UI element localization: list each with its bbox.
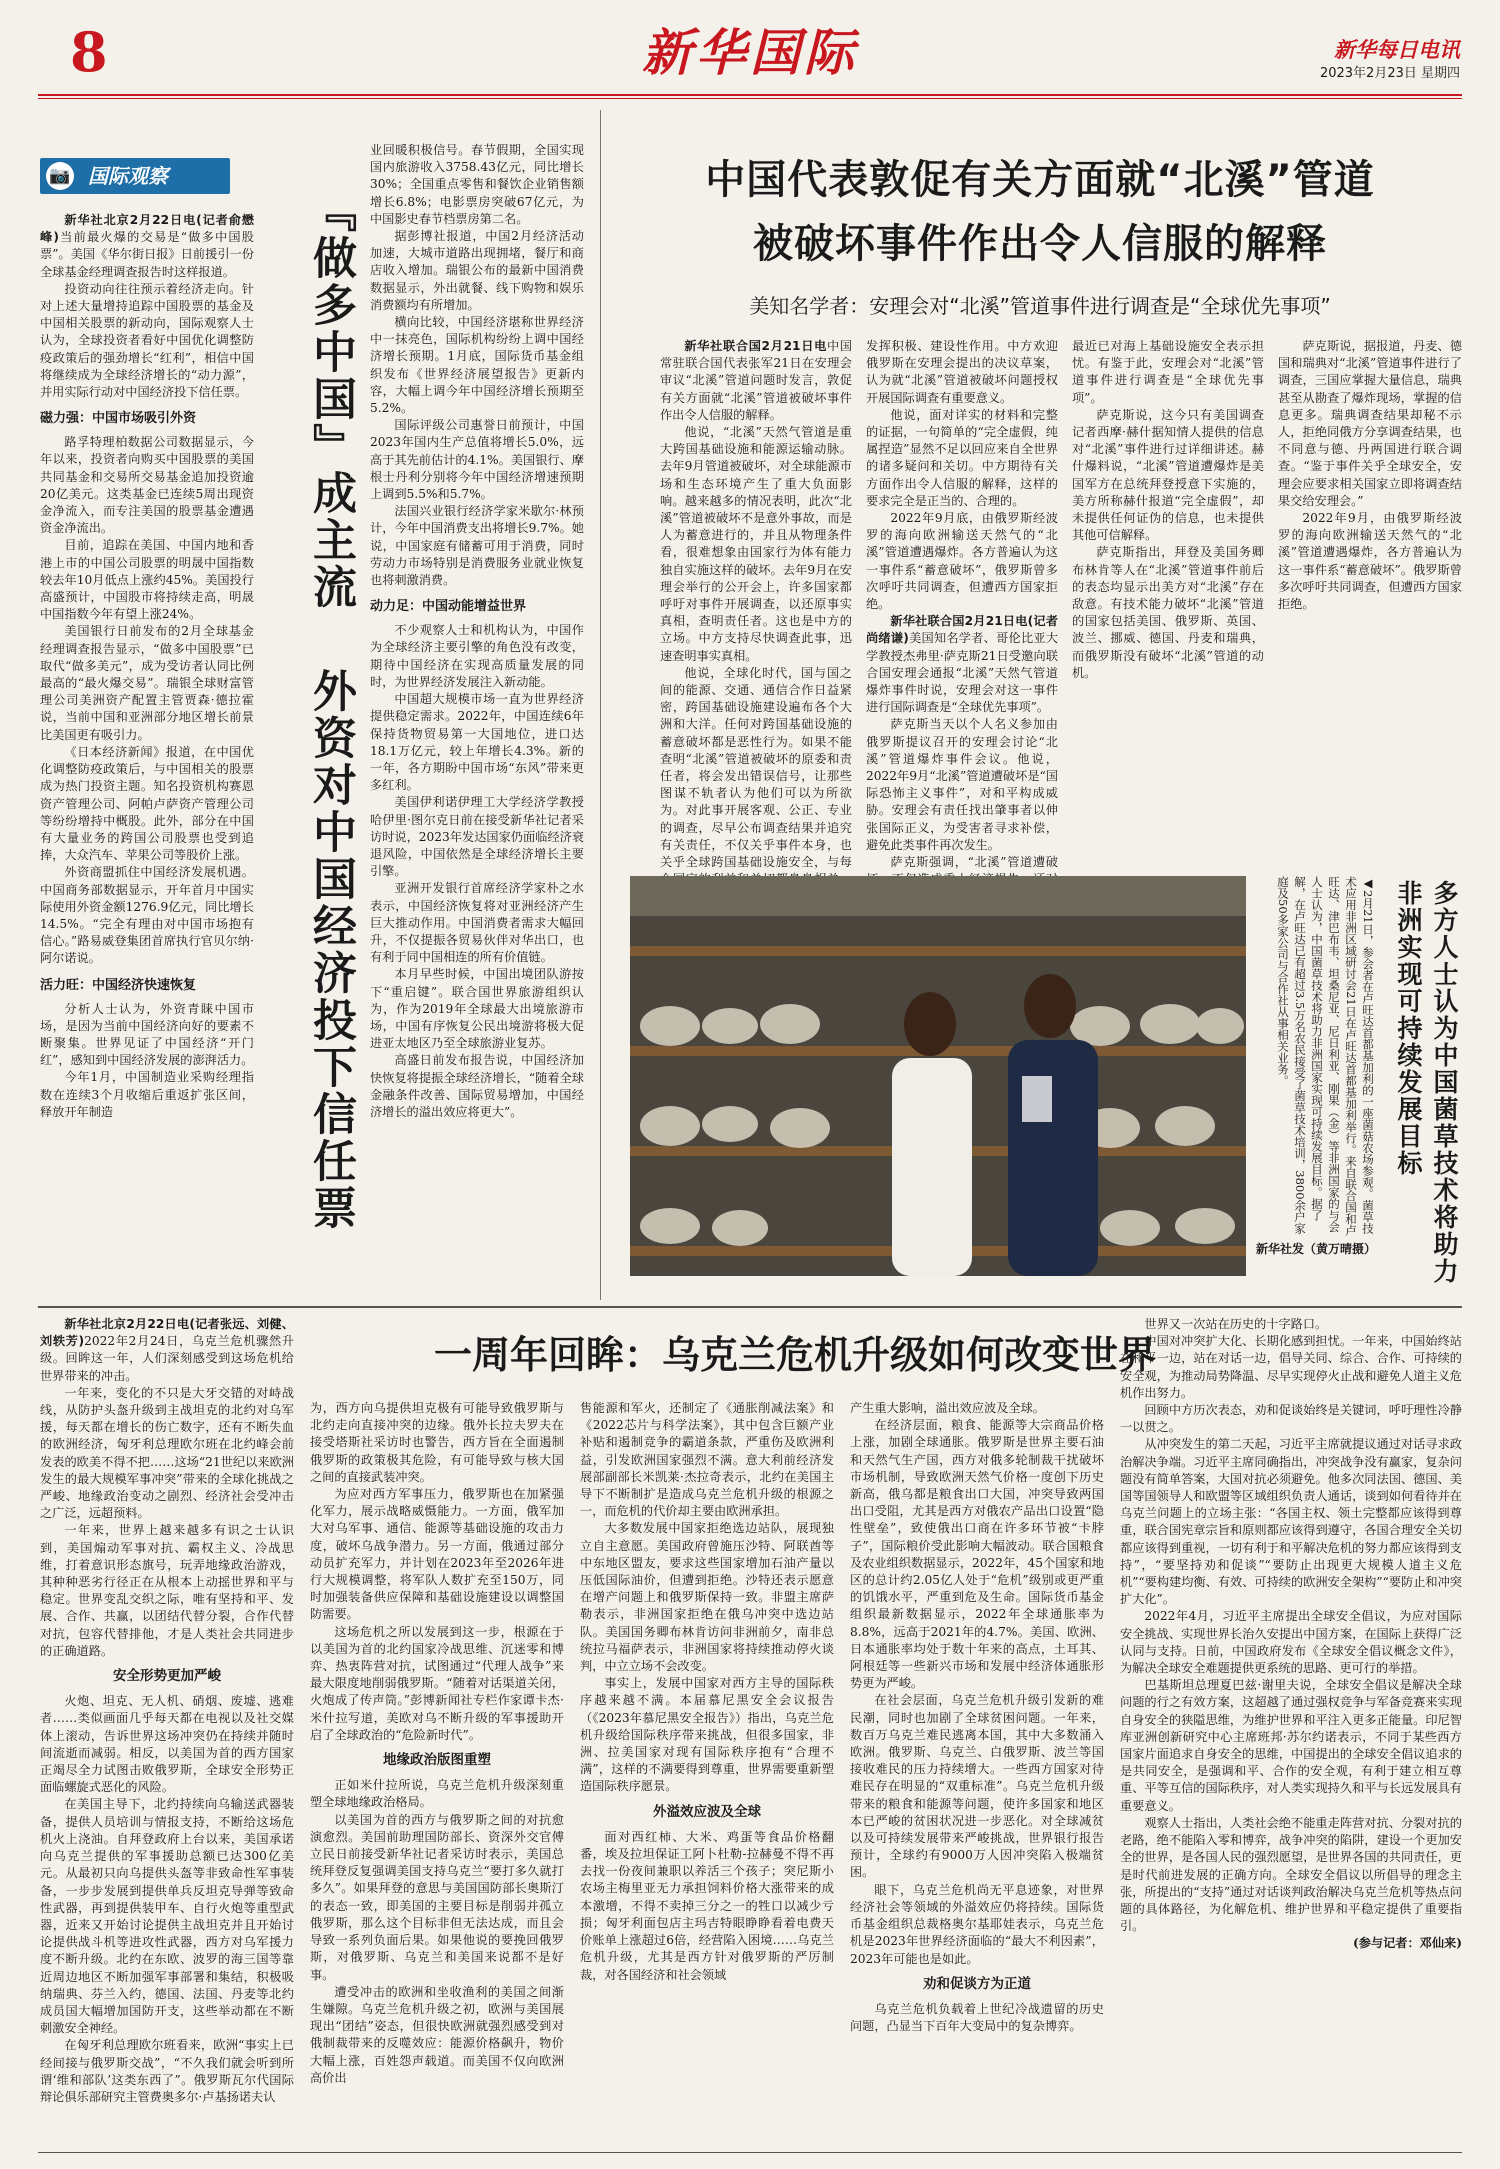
paragraph: 乌克兰危机负载着上世纪冷战遗留的历史问题，凸显当下百年大变局中的复杂博弈。 bbox=[850, 2001, 1104, 2034]
paragraph: 一年来，世界上越来越多有识之士认识到，美国煽动军事对抗、霸权主义、冷战思维，打着意识形态旗号，玩弄地缘政治游戏，其种种恶劣行径正在从根本上动摇世界和平与稳定。世界变乱交织之际，唯有坚持和平、发展、合作、共赢，以团结代替分裂，合作代替对抗，包容代替排他，才是人类社会共同进步的正确道路。 bbox=[40, 1523, 294, 1658]
subheading: 安全形势更加严峻 bbox=[113, 1668, 221, 1685]
byline: (记者张远、刘健、刘轶芳) bbox=[40, 1317, 294, 1349]
subheading: 磁力强：中国市场吸引外资 bbox=[40, 411, 197, 427]
paragraph: 《日本经济新闻》报道，在中国优化调整防疫政策后，与中国相关的股票成为热门投资主题。知名投资机构赛恩资产管理公司、阿帕卢萨资产管理公司等纷纷增持中概股。此外，部分在中国有大量业务的跨国公司股票也受到追捧，大众汽车、苹果公司等股价上涨。 bbox=[40, 744, 254, 863]
paragraph: 美国银行日前发布的2月全球基金经理调查报告显示，“做多中国股票”已取代“做多美元”，成为受访者认同比例最高的“最火爆交易”。瑞银全球财富管理公司美洲资产配置主管贾森·德拉霍说，当前中国和亚洲部分地区增长前景比美国更有吸引力。 bbox=[40, 624, 254, 742]
paragraph: 外资商盟抓住中国经济发展机遇。中国商务部数据显示，开年首月中国实际使用外资金额1276.9亿元，同比增长14.5%。“完全有理由对中国市场抱有信心。”路易威登集团首席执行官贝尔纳·阿尔诺说。 bbox=[40, 865, 254, 966]
paragraph: 分析人士认为，外资青睐中国市场，是因为当前中国经济向好的要素不断聚集。世界见证了中国经济“开门红”，感知到中国经济发展的澎湃活力。 bbox=[40, 1001, 254, 1068]
paragraph: 据彭博社报道，中国2月经济活动加速，大城市道路出现拥堵，餐厅和商店收入增加。瑞银公布的最新中国消费数据显示，外出就餐、线下购物和娱乐消费额均有所增加。 bbox=[370, 229, 584, 312]
paragraph: 本月早些时候，中国出境团队游按下“重启键”。联合国世界旅游组织认为，作为2019年全球最大出境旅游市场，中国有序恢复公民出境游将极大促进亚太地区乃至全球旅游业复苏。 bbox=[370, 967, 584, 1051]
paragraph: 业回暖积极信号。春节假期，全国实现国内旅游收入3758.43亿元，同比增长30%；全国重点零售和餐饮企业销售额增长6.8%；电影票房突破67亿元，为中国影史春节档票房第二名。 bbox=[370, 143, 584, 226]
paragraph: 这场危机之所以发展到这一步，根源在于以美国为首的北约国家冷战思维、沉迷零和博弈、热衷阵营对抗，试图通过“代理人战争”来最大限度地削弱俄罗斯。“随着对话渠道关闭，火炮成了传声筒。”彭博新闻社专栏作家谭卡杰·米什拉写道，美欧对乌不断升级的军事援助开启了全球政治的“危险新时代”。 bbox=[310, 1624, 564, 1742]
main-story-col-1 bbox=[660, 338, 852, 870]
bottom-col-3 bbox=[580, 1400, 834, 2146]
column-tag bbox=[40, 158, 230, 194]
bottom-headline: 一周年回眸：乌克兰危机升级如何改变世界 bbox=[433, 1333, 1156, 1377]
main-story-col-2 bbox=[866, 338, 1058, 870]
left-story-col-1 bbox=[40, 212, 254, 1300]
byline: (记者尚绪谦) bbox=[866, 614, 1058, 646]
main-headline-line2: 被破坏事件作出令人信服的解释 bbox=[753, 221, 1327, 267]
second-story-lead: 新华社联合国2月21日电(记者尚绪谦)美国知名学者、哥伦比亚大学教授杰弗里·萨克斯21日受邀向联合国安理会通报“北溪”天然气管道爆炸事件时说，安理会对这一事件进行国际调查是“全球优先事项”。 bbox=[866, 614, 1058, 715]
paragraph: 萨克斯当天以个人名义参加由俄罗斯提议召开的安理会讨论“北溪”管道爆炸事件会议。他说，2022年9月“北溪”管道遭破坏是“国际恐怖主义事件”，对和平构成威胁。安理会有责任找出肇事者以伸张国际正义，为受害者寻求补偿，避免此类事件再次发生。 bbox=[866, 717, 1058, 852]
paragraph: 售能源和军火，还制定了《通胀削减法案》和《2022芯片与科学法案》，其中包含巨额产业补贴和遏制竞争的霸道条款，严重伤及欧洲利益，引发欧洲国家强烈不满。意大利前经济发展部副部长米凯莱·杰拉奇表示，北约在美国主导下不断制扩是造成乌克兰危机升级的根源之一，而危机的代价却主要由欧洲承担。 bbox=[580, 1401, 834, 1519]
dateline: 新华社联合国2月21日电 bbox=[890, 614, 1028, 629]
paragraph: 萨克斯说，据报道，丹麦、德国和瑞典对“北溪”管道事件进行了调查，三国应掌握大量信息，瑞典甚至从勘查了爆炸现场，掌握的信息更多。瑞典调查结果却秘不示人，拒绝同俄方分享调查结果，也不同意与德、丹两国进行联合调查。“鉴于事件关乎全球安全，安理会应要求相关国家立即将调查结果交给安理会。” bbox=[1278, 339, 1462, 508]
paragraph: 横向比较，中国经济堪称世界经济中一抹亮色，国际机构纷纷上调中国经济增长预期。1月底，国际货币基金组织发布《世界经济展望报告》更新内容，大幅上调今年中国经济增长预期至5.2%。 bbox=[370, 315, 584, 416]
subheading: 外溢效应波及全球 bbox=[653, 1803, 761, 1820]
paragraph: 他说，“北溪”天然气管道是重大跨国基础设施和能源运输动脉。去年9月管道被破坏，对全球能源市场和生态环境产生了重大负面影响。越来越多的情况表明，此次“北溪”管道被破坏不是意外事故，而是人为蓄意进行的，并且从物理条件看，很难想象由国家行为体有能力独自实施这样的破坏。去年9月在安理会举行的公开会上，许多国家都呼吁对事件开展调查，以还原事实真相，查明责任者。这也是中方的立场。中方支持尽快调查此事，迅速查明事实真相。 bbox=[660, 425, 852, 663]
main-story-col-4 bbox=[1278, 338, 1462, 858]
column-divider bbox=[600, 110, 601, 1300]
paragraph: 他说，全球化时代，国与国之间的能源、交通、通信合作日益紧密，跨国基础设施建设遍布各个大洲和大洋。任何对跨国基础设施的蓄意破坏都是恶性行为。如果不能查明“北溪”管道被破坏的原委和责任者，将会发出错误信号，让那些图谋不轨者认为他们可以为所欲为。对此事开展客观、公正、专业的调查，尽早公布调查结果并追究有关责任，不仅关乎事件本身，也关乎全球跨国基础设施安全，与每 bbox=[660, 665, 852, 870]
paragraph: 不少观察人士和机构认为，中国作为全球经济主要引擎的角色没有改变，期待中国经济在实现高质量发展的同时，为世界经济发展注入新动能。 bbox=[370, 623, 584, 689]
paragraph: 巴基斯坦总理夏巴兹·谢里夫说，全球安全倡议是解决全球问题的行之有效方案，这超越了通过强权竞争与军备竞赛来实现自身安全的狭隘思维，为维护世界和平注入更多正能量。印尼智库亚洲创新研究中心主席班邦·苏尔约诺表示，不同于某些西方国家片面追求自身安全的思维，中国提出的全球安全倡议追求的是共同安全，是强调和平、合作的安全观，有利于建立相互尊重、平等互信的国际秩序，对人类实现持久和平与长远发展具有重要意义。 bbox=[1120, 1678, 1462, 1813]
paragraph: 发挥积极、建设性作用。中方欢迎俄罗斯在安理会提出的决议草案，认为就“北溪”管道被破坏问题授权开展国际调查有重要意义。 bbox=[866, 339, 1058, 405]
subheading: 活力旺：中国经济快速恢复 bbox=[40, 977, 197, 993]
paragraph: 投资动向往往预示着经济走向。针对上述大量增持追踪中国股票的基金及中国相关股票的新动向，国际观察人士认为，全球投资者看好中国优化调整防疫政策后的强劲增长“红利”，相信中国将继续成为全球经济增长的“动力源”，并用实际行动对中国经济投下信任票。 bbox=[40, 281, 254, 400]
paragraph: 中国超大规模市场一直为世界经济提供稳定需求。2022年，中国连续6年保持货物贸易第一大国地位，进口达18.1万亿元，较上年增长4.3%。新的一年，各方期盼中国市场“东风”带来更多红利。 bbox=[370, 692, 584, 793]
header-rule bbox=[38, 94, 1462, 96]
subheading: 劝和促谈方为正道 bbox=[923, 1975, 1031, 1992]
dateline: 新华社联合国2月21日电 bbox=[684, 339, 827, 353]
bottom-col-1 bbox=[40, 1316, 294, 2146]
news-photo bbox=[630, 876, 1246, 1276]
paragraph: 2022年9月，由俄罗斯经波罗的海向欧洲输送天然气的“北溪”管道遭遇爆炸，各方普遍认为这一事件系“蓄意破坏”。俄罗斯曾多次呼吁共同调查，但遭西方国家拒绝。 bbox=[1278, 511, 1462, 612]
left-headline-part2: 外资对中国经济投下信任票 bbox=[305, 667, 356, 1232]
paragraph: 事实上，发展中国家对西方主导的国际秩序越来越不满。本届慕尼黑安全会议报告（《2023年慕尼黑安全报告》）指出，乌克兰危机升级给国际秩序带来挑战，但很多国家，非洲、拉美国家对现有国际秩序抱有“合理不满”，这样的不满要得到尊重，世界需要重新塑造国际秩序愿景。 bbox=[580, 1676, 834, 1794]
paragraph: 产生重大影响，溢出效应波及全球。 bbox=[850, 1401, 1045, 1415]
paragraph: 大多数发展中国家拒绝选边站队，展现独立自主意愿。美国政府曾施压沙特、阿联酋等中东地区盟友，要求这些国家增加石油产量以压低国际油价，但遭到拒绝。沙特还表示愿意在增产问题上和俄罗斯保持一致。非盟主席萨勒表示，非洲国家拒绝在俄乌冲突中选边站队。美国国务卿布林肯访问非洲前夕，南非总统拉马福萨表示，非洲国家将持续推动停火谈判，中立立场不会改变。 bbox=[580, 1521, 834, 1674]
main-headline-line1: 中国代表敦促有关方面就“北溪”管道 bbox=[705, 157, 1375, 203]
paragraph: 世界又一次站在历史的十字路口。 bbox=[1144, 1317, 1328, 1331]
photo-caption: ◀2月21日，参会者在卢旺达首都基加利的一座菌菇农场参观。菌草技术应用非洲区域研讨会21日在卢旺达首都基加利举行。来自联合国和卢旺达、津巴布韦、坦桑尼亚、尼日利亚、刚果（金）等非洲国家的与会人士认为，中国菌草技术将助力非洲国家实现可持续发展目标。据了解，在卢旺达已有超过3.5万名农民接受了菌草技术培训，3800余户家庭及50多家公司与合作社从事相关业务。 bbox=[1276, 876, 1375, 1236]
paragraph: 美国伊利诺伊理工大学经济学教授哈伊里·图尔克日前在接受新华社记者采访时说，2023年发达国家仍面临经济衰退风险，中国依然是全球经济增长主要引擎。 bbox=[370, 795, 584, 879]
bottom-col-5 bbox=[1120, 1316, 1462, 2146]
bottom-col-4 bbox=[850, 1400, 1104, 2146]
section-divider bbox=[38, 1306, 1462, 1308]
paragraph: 以美国为首的西方与俄罗斯之间的对抗愈演愈烈。美国前助理国防部长、资深外交官傅立民日前接受新华社记者采访时表示，美国总统拜登反复强调美国支持乌克兰“要打多久就打多久”。如果拜登的意思与美国国防部长奥斯汀的表态一致，即美国的主要目标是削弱并孤立俄罗斯，那么这个目标非但无法达成，而且会导致一系列负面后果。如果他说的要挽回俄罗斯，对俄罗斯、乌克兰和美国来说都不是好事。 bbox=[310, 1812, 564, 1982]
paragraph: 萨克斯指出，拜登及美国务卿布林肯等人在“北溪”管道事件前后的表态均显示出美方对“北溪”存在敌意。有技术能力破坏“北溪”管道的国家包括美国、俄罗斯、英国、波兰、挪威、德国、丹麦和瑞典，而俄罗斯没有破坏“北溪”管道的动机。 bbox=[1072, 545, 1264, 680]
paragraph: 中国对冲突扩大化、长期化感到担忧。一年来，中国始终站在和平一边，站在对话一边，倡导关同、综合、合作、可持续的安全观，为推动局势降温、尽早实现停火止战和避免人道主义危机作出努力。 bbox=[1120, 1334, 1462, 1400]
photo-illustration bbox=[630, 876, 1246, 1276]
dateline: 新华社北京2月22日电 bbox=[64, 213, 197, 227]
subheading: 地缘政治版图重塑 bbox=[383, 1752, 491, 1769]
paragraph: 在社会层面，乌克兰危机升级引发新的难民潮，同时也加剧了全球贫困问题。一年来，数百万乌克兰难民逃离本国，其中大多数涌入欧洲。俄罗斯、乌克兰、白俄罗斯、波兰等国接收难民的压力持续增大。一些西方国家对待难民存在明显的“双重标准”。乌克兰危机升级带来的粮食和能源等问题，使许多国家和地区本已严峻的贫困状况进一步恶化。对全球减贫以及可持续发展带来严峻挑战，世界银行报告预计，全球约有9000万人因冲突陷入极端贫困。 bbox=[850, 1693, 1104, 1880]
byline: (记者俞懋峰) bbox=[40, 213, 254, 245]
paragraph: 在匈牙利总理欧尔班看来，欧洲“事实上已经间接与俄罗斯交战”，“不久我们就会听到所谓‘维和部队’这类东西了”。俄罗斯瓦尔代国际辩论俱乐部研究主管费奥多尔·卢基扬诺夫认 bbox=[40, 2038, 294, 2104]
paragraph: 回顾中方历次表态，劝和促谈始终是关键词，呼吁理性冷静一以贯之。 bbox=[1120, 1403, 1462, 1435]
bottom-story-lead: 新华社北京2月22日电(记者张远、刘健、刘轶芳)2022年2月24日，乌克兰危机骤然升级。回眸这一年，人们深刻感受到这场危机给世界带来的冲击。 bbox=[40, 1317, 294, 1383]
paragraph: 面对西红柿、大米、鸡蛋等食品价格翻番，埃及拉坦保证工阿卜杜勒-拉赫曼不得不再去找一份夜间兼职以养活三个孩子；突尼斯小农场主梅里亚无力承担饲料价格大涨带来的成本激增，不得不卖掉三分之一的牲口以减少亏损；匈牙利面包店主玛吉特眼睁睁看着电费天价账单上涨超过6倍，经营陷入困境……乌克兰危机升级，尤其是西方针对俄罗斯的严厉制裁，对各国经济和社会领域 bbox=[580, 1829, 834, 1982]
column-tag-label: 国际观察 bbox=[88, 164, 168, 188]
left-story-col-2 bbox=[370, 142, 584, 1300]
paragraph: 他说，面对详实的材料和完整的证据，一句简单的“完全虚假，纯属捏造”显然不足以回应来自全世界的诸多疑问和关切。中方期待有关方面作出令人信服的解释，这样的要求完全是正当的、合理的。 bbox=[866, 407, 1058, 508]
paragraph: 在经济层面，粮食、能源等大宗商品价格上涨，加剧全球通胀。俄罗斯是世界主要石油和天然气生产国，西方对俄多轮制裁干扰破坏市场机制，导致欧洲天然气价格一度创下历史新高，俄乌都是粮食出口大国，冲突导致两国出口受阻，尤其是西方对俄农产品出口设置“隐性壁垒”，致使俄出口商在许多环节被“卡脖子”，国际粮价受此影响大幅波动。联合国粮食及农业组织数据显示，2022年，45个国家和地区的总计约2.05亿人处于“危机”级别或更严重的饥饿水平，严重到危及生命。国际货币基金组织最新数据显示，2022年全球通胀率为8.8%，远高于2021年的4.7%。美国、欧洲、日本通胀率均处于数十年来的高点，土耳其、阿根廷等一些新兴市场和发展中经济体通胀形势更为严峻。 bbox=[850, 1418, 1104, 1691]
left-headline bbox=[268, 188, 358, 1268]
paragraph: 从冲突发生的第二天起，习近平主席就提议通过对话寻求政治解决争端。习近平主席同确指出，冲突战争没有赢家，复杂问题没有简单答案，大国对抗必须避免。他多次同法国、德国、美国等国领导人和欧盟等区域组织负责人通话，谈到如何看待并在乌克兰问题上的立场主张：“各国主权、领土完整都应该得到尊重，联合国宪章宗旨和原则都应该得到遵守，各国合理安全关切都应该得到重视，一切有利于和平解决危机的努力都应该得到支持”，“要坚持劝和促谈”“要防止出现更大规模人道主义危机”“要构建均衡、有效、可持续的欧洲安全架构”“要防止和冲突扩大化”。 bbox=[1120, 1437, 1462, 1607]
paragraph: 正如米什拉所说，乌克兰危机升级深刻重塑全球地缘政治格局。 bbox=[310, 1778, 564, 1810]
subheading: 动力足：中国动能增益世界 bbox=[370, 599, 527, 615]
paragraph: 眼下，乌克兰危机尚无平息迹象，对世界经济社会等领域的外溢效应仍将持续。国际货币基金组织总裁格奥尔基耶娃表示，乌克兰危机是2023年世界经济面临的“最大不利因素”，2023年可能也是如此。 bbox=[850, 1882, 1104, 1966]
camera-icon: 📷 bbox=[46, 162, 74, 190]
reporter-credit: (参与记者：邓仙来) bbox=[1352, 1936, 1462, 1951]
photo-credit: 新华社发（黄万晴摄） bbox=[1256, 1242, 1377, 1256]
left-headline-part1: 『做多中国』成主流 bbox=[305, 188, 356, 611]
issue-date: 2023年2月23日 星期四 bbox=[1319, 66, 1460, 81]
main-subheadline: 美知名学者：安理会对“北溪”管道事件进行调查是“全球优先事项” bbox=[749, 294, 1331, 318]
page-number: 8 bbox=[70, 20, 108, 84]
paragraph: 萨克斯强调，“北溪”管道遭破 bbox=[890, 855, 1058, 870]
paragraph: 2022年9月底，由俄罗斯经波罗的海向欧洲输送天然气的“北溪”管道遭遇爆炸。各方普遍认为这一事件系“蓄意破坏”，俄罗斯曾多次呼吁共同调查，但遭西方国家拒绝。 bbox=[866, 511, 1058, 612]
bottom-col-2 bbox=[310, 1400, 564, 2146]
paragraph: 遭受冲击的欧洲和坐收渔利的美国之间渐生嫌隙。乌克兰危机升级之初，欧洲与美国展现出“团结”姿态，但很快欧洲就强烈感受到对俄制裁带来的反噬效应：能源价格飙升，物价大幅上涨，百姓怨声载道。而美国不仅向欧洲高价出 bbox=[310, 1984, 564, 2085]
footer-rule bbox=[38, 2152, 1462, 2153]
paragraph: 最近已对海上基础设施安全表示担忧。有鉴于此，安理会对“北溪”管道事件进行调查是“全球优先事项”。 bbox=[1072, 339, 1264, 405]
paragraph: 观察人士指出，人类社会绝不能重走阵营对抗、分裂对抗的老路，绝不能陷入零和博弈，战争冲突的陷阱，建设一个更加安全的世界，是各国人民的强烈愿望，是世界各国的共同责任，更是时代前进发展的正确方向。全球安全倡议以所倡导的理念主张，所提出的“支持”通过对话谈判政治解决乌克兰危机等热点问题的具体路径，为化解危机、维护世界和平稳定提供了重要指引。 bbox=[1120, 1815, 1462, 1934]
paragraph: 法国兴业银行经济学家米歇尔·林预计，今年中国消费支出将增长9.7%。她说，中国家庭有储蓄可用于消费，同时劳动力市场特别是消费服务业就业恢复也将刺激消费。 bbox=[370, 504, 584, 588]
left-story-lead: 新华社北京2月22日电(记者俞懋峰)当前最火爆的交易是“做多中国股票”。美国《华尔街日报》日前援引一份全球基金经理调查报告时这样报道。 bbox=[40, 213, 254, 279]
paragraph: 为应对西方军事压力，俄罗斯也在加紧强化军力，展示战略威慑能力。一方面，俄军加大对乌军事、通信、能源等基础设施的攻击力度，破坏乌战争潜力。另一方面，俄通过部分动员扩充军力，并计划在2023年至2026年进行大规模调整，将军队人数扩充至150万，同时加强装备供应保障和基础设施建设以调整国防需要。 bbox=[310, 1487, 564, 1622]
paragraph: 萨克斯说，这今只有美国调查记者西摩·赫什据知情人提供的信息对“北溪”事件进行过详细讲述。赫什爆料说，“北溪”管道遭爆炸是美国军方在总统拜登授意下实施的，美方所称赫什报道“完全虚假”，却未提供任何证伪的信息，也未提供其他可信解释。 bbox=[1072, 407, 1264, 543]
main-story-col-3 bbox=[1072, 338, 1264, 858]
paragraph: 在美国主导下，北约持续向乌输送武器装备，提供人员培训与情报支持，不断给这场危机火上浇油。自拜登政府上台以来，美国承诺向乌克兰提供的军事援助总额已达300亿美元。从最初只向乌提供头盔等非致命性军事装备，一步步发展到提供单兵反坦克导弹等致命性武器，再到提供装甲车、自行火炮等重型武器，近来又开始讨论提供主战坦克并且开始讨论提供战斗机等进攻性武器，西方对乌军援力度不断升级。北约在东欧、波罗的海三国等靠近周边地区不断加强军事部署和集结，积极吸纳瑞典、芬兰入约，德国、法国、丹麦等北约成员国大幅增加国防开支，这些举动都在不断刺激安全神经。 bbox=[40, 1797, 294, 2036]
paragraph: 高盛日前发布报告说，中国经济加快恢复将提振全球经济增长，“随着全球金融条件改善、国际贸易增加，中国经济增长的溢出效应将更大”。 bbox=[370, 1053, 584, 1119]
paper-name: 新华每日电讯 bbox=[1334, 37, 1460, 62]
header-rule-thin bbox=[38, 98, 1462, 99]
paragraph: 路孚特理柏数据公司数据显示，今年以来，投资者向购买中国股票的美国共同基金和交易所交易基金追加投资逾20亿美元。这类基金已连续5周出现资金净流入，而专注美国的股票基金遭遇资金净流出。 bbox=[40, 435, 254, 536]
paragraph: 亚洲开发银行首席经济学家朴之水表示，中国经济恢复将对亚洲经济产生巨大推动作用。中国消费者需求大幅回升，不仅提振各贸易伙伴对华出口，也有利于同中国相连的所有价值链。 bbox=[370, 881, 584, 965]
section-title: 新华国际 bbox=[642, 23, 858, 82]
dateline: 新华社北京2月22日电 bbox=[64, 1317, 190, 1331]
photo-headline: 多方人士认为中国菌草技术将助力非洲实现可持续发展目标 bbox=[1394, 880, 1459, 1285]
paragraph: 国际评级公司惠誉日前预计，中国2023年国内生产总值将增长5.0%，远高于其先前估计的4.1%。美国银行、摩根士丹利分别将今年中国经济增速预期上调到5.5%和5.7%。 bbox=[370, 418, 584, 502]
paragraph: 为，西方向乌提供坦克极有可能导致俄罗斯与北约走向直接冲突的边缘。俄外长拉夫罗夫在接受塔斯社采访时也警告，西方旨在全面遏制俄罗斯的政策极其危险，有可能导致与核大国之间的直接武装冲突。 bbox=[310, 1401, 564, 1484]
main-story-lead: 新华社联合国2月21日电中国常驻联合国代表张军21日在安理会审议“北溪”管道问题时发言，敦促有关方面就“北溪”管道被破坏事件作出令人信服的解释。 bbox=[660, 339, 852, 422]
paragraph: 2022年4月，习近平主席提出全球安全倡议，为应对国际安全挑战、实现世界长治久安提出中国方案，在国际上获得广泛认同与支持。日前，中国政府发布《全球安全倡议概念文件》，为解决全球安全难题提供更系统的思路、更可行的举措。 bbox=[1120, 1609, 1462, 1676]
paragraph: 目前，追踪在美国、中国内地和香港上市的中国公司股票的明晟中国指数较去年10月低点上涨约45%。美国投行高盛预计，中国股市将持续走高，明晟中国指数今年有望上涨24%。 bbox=[40, 538, 254, 622]
paragraph: 火炮、坦克、无人机、硝烟、废墟、逃难者……类似画面几乎每天都在电视以及社交媒体上滚动，告诉世界这场冲突仍在持续并随时间流逝而减弱。相反，以美国为首的西方国家正竭尽全力试图击败俄罗斯，全球安全形势正面临螺旋式恶化的风险。 bbox=[40, 1694, 294, 1795]
paragraph: 今年1月，中国制造业采购经理指数在连续3个月收缩后重返扩张区间，释放开年制造 bbox=[40, 1070, 254, 1119]
paragraph: 一年来，变化的不只是大牙交错的对峙战线，从防护头盔升级到主战坦克的北约对乌军援，每天都在增长的伤亡数字，还有不断失血的欧洲经济，匈牙利总理欧尔班在北约峰会前发表的欧美不得不把……这场“21世纪以来欧洲发生的最大规模军事冲突”带来的全球化挑战之严峻、地缘政治变动之剧烈、经济社会受冲击之广泛，远超预料。 bbox=[40, 1385, 294, 1521]
main-headline bbox=[620, 148, 1460, 276]
